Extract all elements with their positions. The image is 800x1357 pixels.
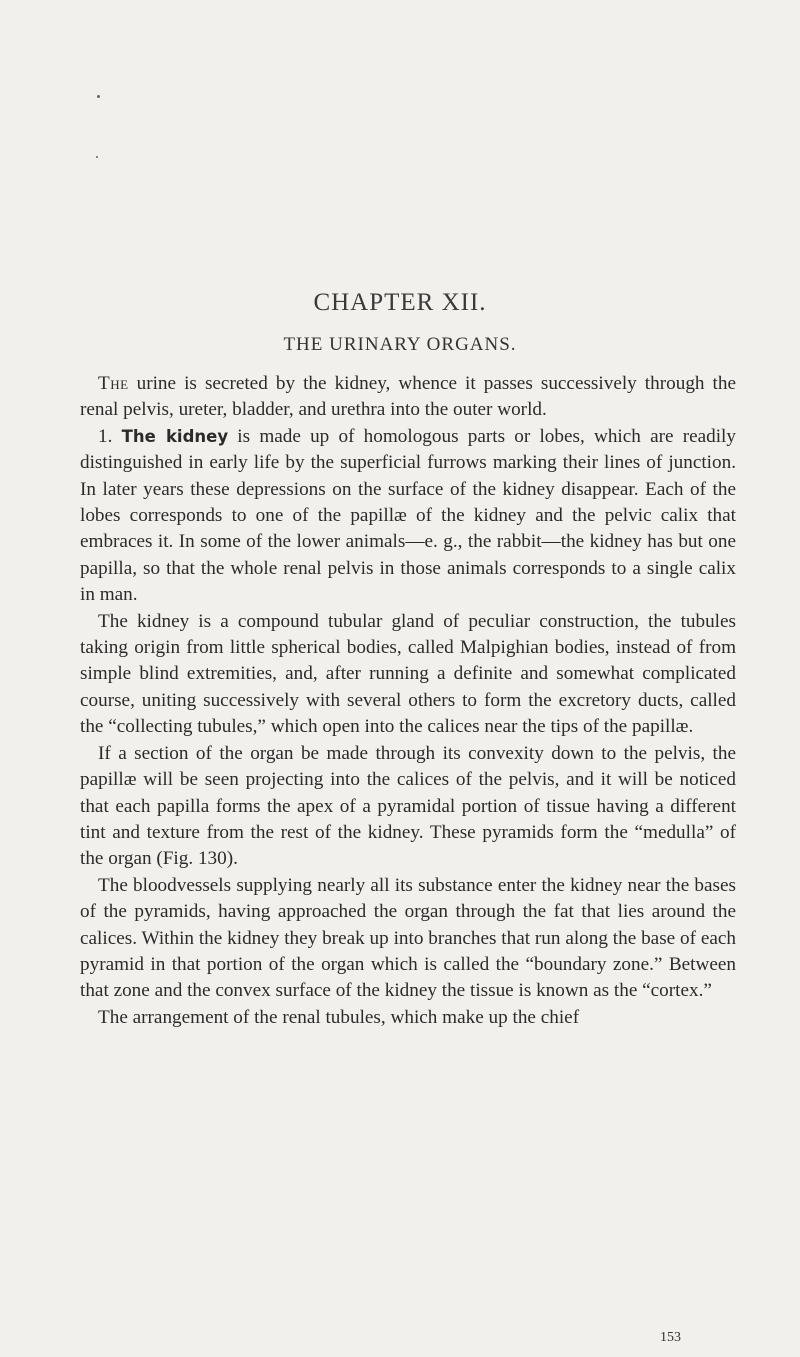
paragraph-lead: The kidney <box>121 426 229 446</box>
section-heading: THE URINARY ORGANS. <box>283 334 517 355</box>
ink-speck <box>96 156 98 158</box>
paragraph-4: If a section of the organ be made through its convexity down to the pelvis, the papillæ will be seen projecting into the calices of the pelvis, and it will be noticed that each papilla forms the apex of a pyramidal portion of tissue having a different tint and texture from the rest of the kidney. These pyramids form the “medulla” of the organ (Fig. 130). <box>80 742 736 870</box>
ink-speck <box>97 95 100 98</box>
paragraph-1 <box>80 371 736 424</box>
paragraph-text: urine is secreted by the kidney, whence it passes successively through the renal pelvis, ureter, bladder, and urethra into the outer world. <box>80 373 736 421</box>
chapter-heading: CHAPTER XII. <box>313 289 487 316</box>
page-number: 153 <box>660 1330 681 1345</box>
body-text <box>80 371 736 1031</box>
paragraph-text: is made up of homologous parts or lobes, which are readily distinguished in early life by the superficial furrows marking their lines of junction. In later years these depressions on the surface of the kidney disappear. Each of the lobes corresponds to one of the papillæ of the kidney and the pelvic calix that embraces it. In some of the lower animals—e. g., the rabbit—the kidney has but one papilla, so that the whole renal pelvis in those animals corresponds to a single calix in man. <box>80 425 736 606</box>
paragraph-3: The kidney is a compound tubular gland of peculiar construction, the tubules taking origin from little spherical bodies, called Malpighian bodies, instead of from simple blind extremities, and, after running a definite and somewhat complicated course, uniting successively with several others to form the excretory ducts, called the “collecting tubules,” which open into the calices near the tips of the papillæ. <box>80 610 736 738</box>
paragraph-5: The bloodvessels supplying nearly all its substance enter the kidney near the bases of the pyramids, having approached the organ through the fat that lies around the calices. Within the kidney they break up into branches that run along the base of each pyramid in that portion of the organ which is called the “boundary zone.” Between that zone and the convex surface of the kidney the tissue is known as the “cortex.” <box>80 874 736 1002</box>
paragraph-lead: The <box>98 373 129 394</box>
paragraph-number: 1. <box>98 425 122 447</box>
paragraph-2 <box>80 424 736 609</box>
paragraph-6: The arrangement of the renal tubules, which make up the chief <box>98 1006 580 1028</box>
